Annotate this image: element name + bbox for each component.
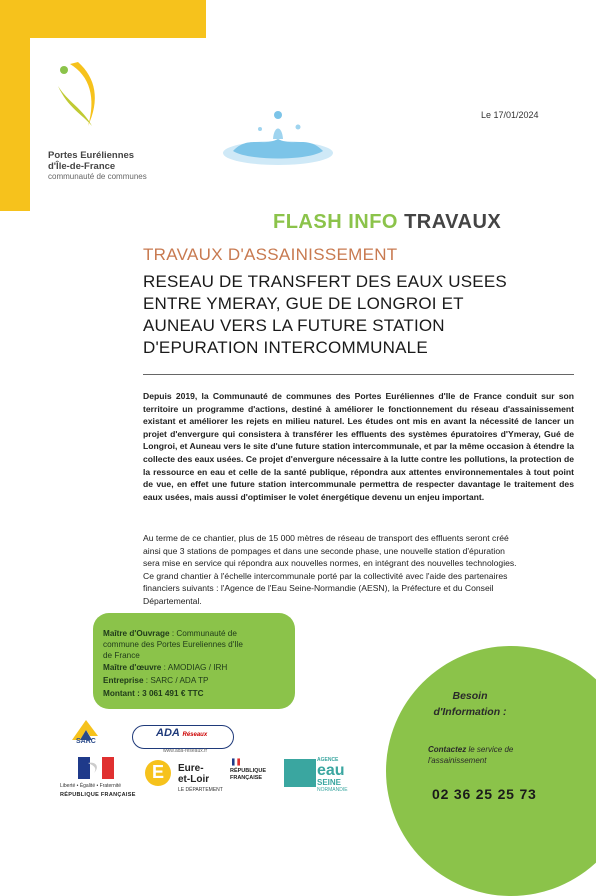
montant: Montant : 3 061 491 € TTC bbox=[103, 689, 204, 698]
flash-info-title: FLASH INFO TRAVAUX bbox=[273, 211, 502, 233]
ada-label: ADA Réseaux bbox=[156, 727, 208, 739]
ada-url: www.ada-reseaux.fr bbox=[163, 748, 208, 754]
maitre-ouvrage-cont2: de France bbox=[103, 651, 140, 660]
info-heading: Besoin d'Information : bbox=[433, 690, 507, 718]
aesn-logo bbox=[284, 759, 316, 787]
aesn-eau: eau bbox=[317, 762, 345, 779]
sarc-label: SARC bbox=[76, 738, 96, 745]
phone-number: 02 36 25 25 73 bbox=[432, 786, 537, 802]
aesn-agence: AGENCE bbox=[317, 757, 339, 763]
eure-et-loir-name: Eure- et-Loir bbox=[178, 763, 210, 785]
aesn-normandie: NORMANDIE bbox=[317, 787, 348, 793]
subheading: TRAVAUX D'ASSAINISSEMENT bbox=[143, 245, 398, 264]
maitre-ouvrage: Maître d'Ouvrage : Communauté de bbox=[103, 629, 237, 638]
details-paragraph: Au terme de ce chantier, plus de 15 000 mètres de réseau de transport des effluents seront créé ainsi que 3 stations de pompages et dans une seconde phase, une nouvelle station d'épuration sera mise en service qui répondra aux nouvelles normes, en intégrant des nouvelles technologies. Ce grand chantier à l'échelle intercommunale porté par la collectivité avec l'aide des partenaires financiers suivants : l'Agence de l'Eau Seine-Normandie (AESN), la Préfecture et du Conseil Départemental. bbox=[143, 533, 517, 606]
republique-francaise-logo bbox=[78, 757, 116, 779]
headline: RESEAU DE TRANSFERT DES EAUX USEES ENTRE YMERAY, GUE DE LONGROI ET AUNEAU VERS LA FUTURE STATION D'EPURATION INTERCOMMUNALE bbox=[143, 272, 507, 357]
divider bbox=[143, 374, 574, 375]
org-logo bbox=[30, 38, 206, 211]
maitre-oeuvre: Maître d'œuvre : AMODIAG / IRH bbox=[103, 663, 228, 672]
intro-paragraph: Depuis 2019, la Communauté de communes des Portes Euréliennes d'Ile de France conduit sur son territoire un programme d'actions, destiné à améliorer le fonctionnement du réseau d'assainissement existant et améliorer les rejets en milieu naturel. Les études ont mis en avant la nécessité de lancer un projet d'envergure qui consistera à transférer les effluents des systèmes épuratoires d'Ymeray, Gué de Longroi, et Auneau vers le site d'une future station intercommunale, et par la même occasion à étendre la collecte des eaux usées. Ce projet d'envergure nécessaire à la lutte contre les pollutions, la protection de la ressource en eau et celle de la santé publique, répondra aux attentes environnementales à tout point de vue, en effet une future station intercommunale permettra de respecter davantage le traitement des eaux usées, mais aussi d'optimiser le volet énergétique devenu un enjeu important. bbox=[143, 391, 574, 502]
aesn-seine: SEINE bbox=[317, 778, 342, 787]
org-logo-mark bbox=[52, 56, 112, 136]
entreprise: Entreprise : SARC / ADA TP bbox=[103, 676, 209, 685]
rf-name: RÉPUBLIQUE FRANÇAISE bbox=[60, 792, 136, 798]
eure-et-loir-letter: E bbox=[152, 762, 165, 782]
maitre-ouvrage-cont: commune des Portes Eureliennes d'Ile bbox=[103, 640, 243, 649]
org-name: Portes Euréliennes d'Île-de-France bbox=[48, 150, 135, 172]
prefecture-logo bbox=[232, 758, 240, 766]
info-contact: Contactez le service de l'assainissement bbox=[428, 745, 514, 765]
rf-motto: Liberté • Égalité • Fraternité bbox=[60, 783, 122, 789]
prefecture-name: RÉPUBLIQUE FRANÇAISE bbox=[230, 768, 267, 781]
water-splash-image bbox=[218, 95, 338, 175]
org-subtitle: communauté de communes bbox=[48, 172, 147, 181]
info-circle bbox=[386, 646, 596, 896]
eure-et-loir-sub: LE DÉPARTEMENT bbox=[178, 787, 223, 793]
document-date: Le 17/01/2024 bbox=[481, 110, 539, 120]
